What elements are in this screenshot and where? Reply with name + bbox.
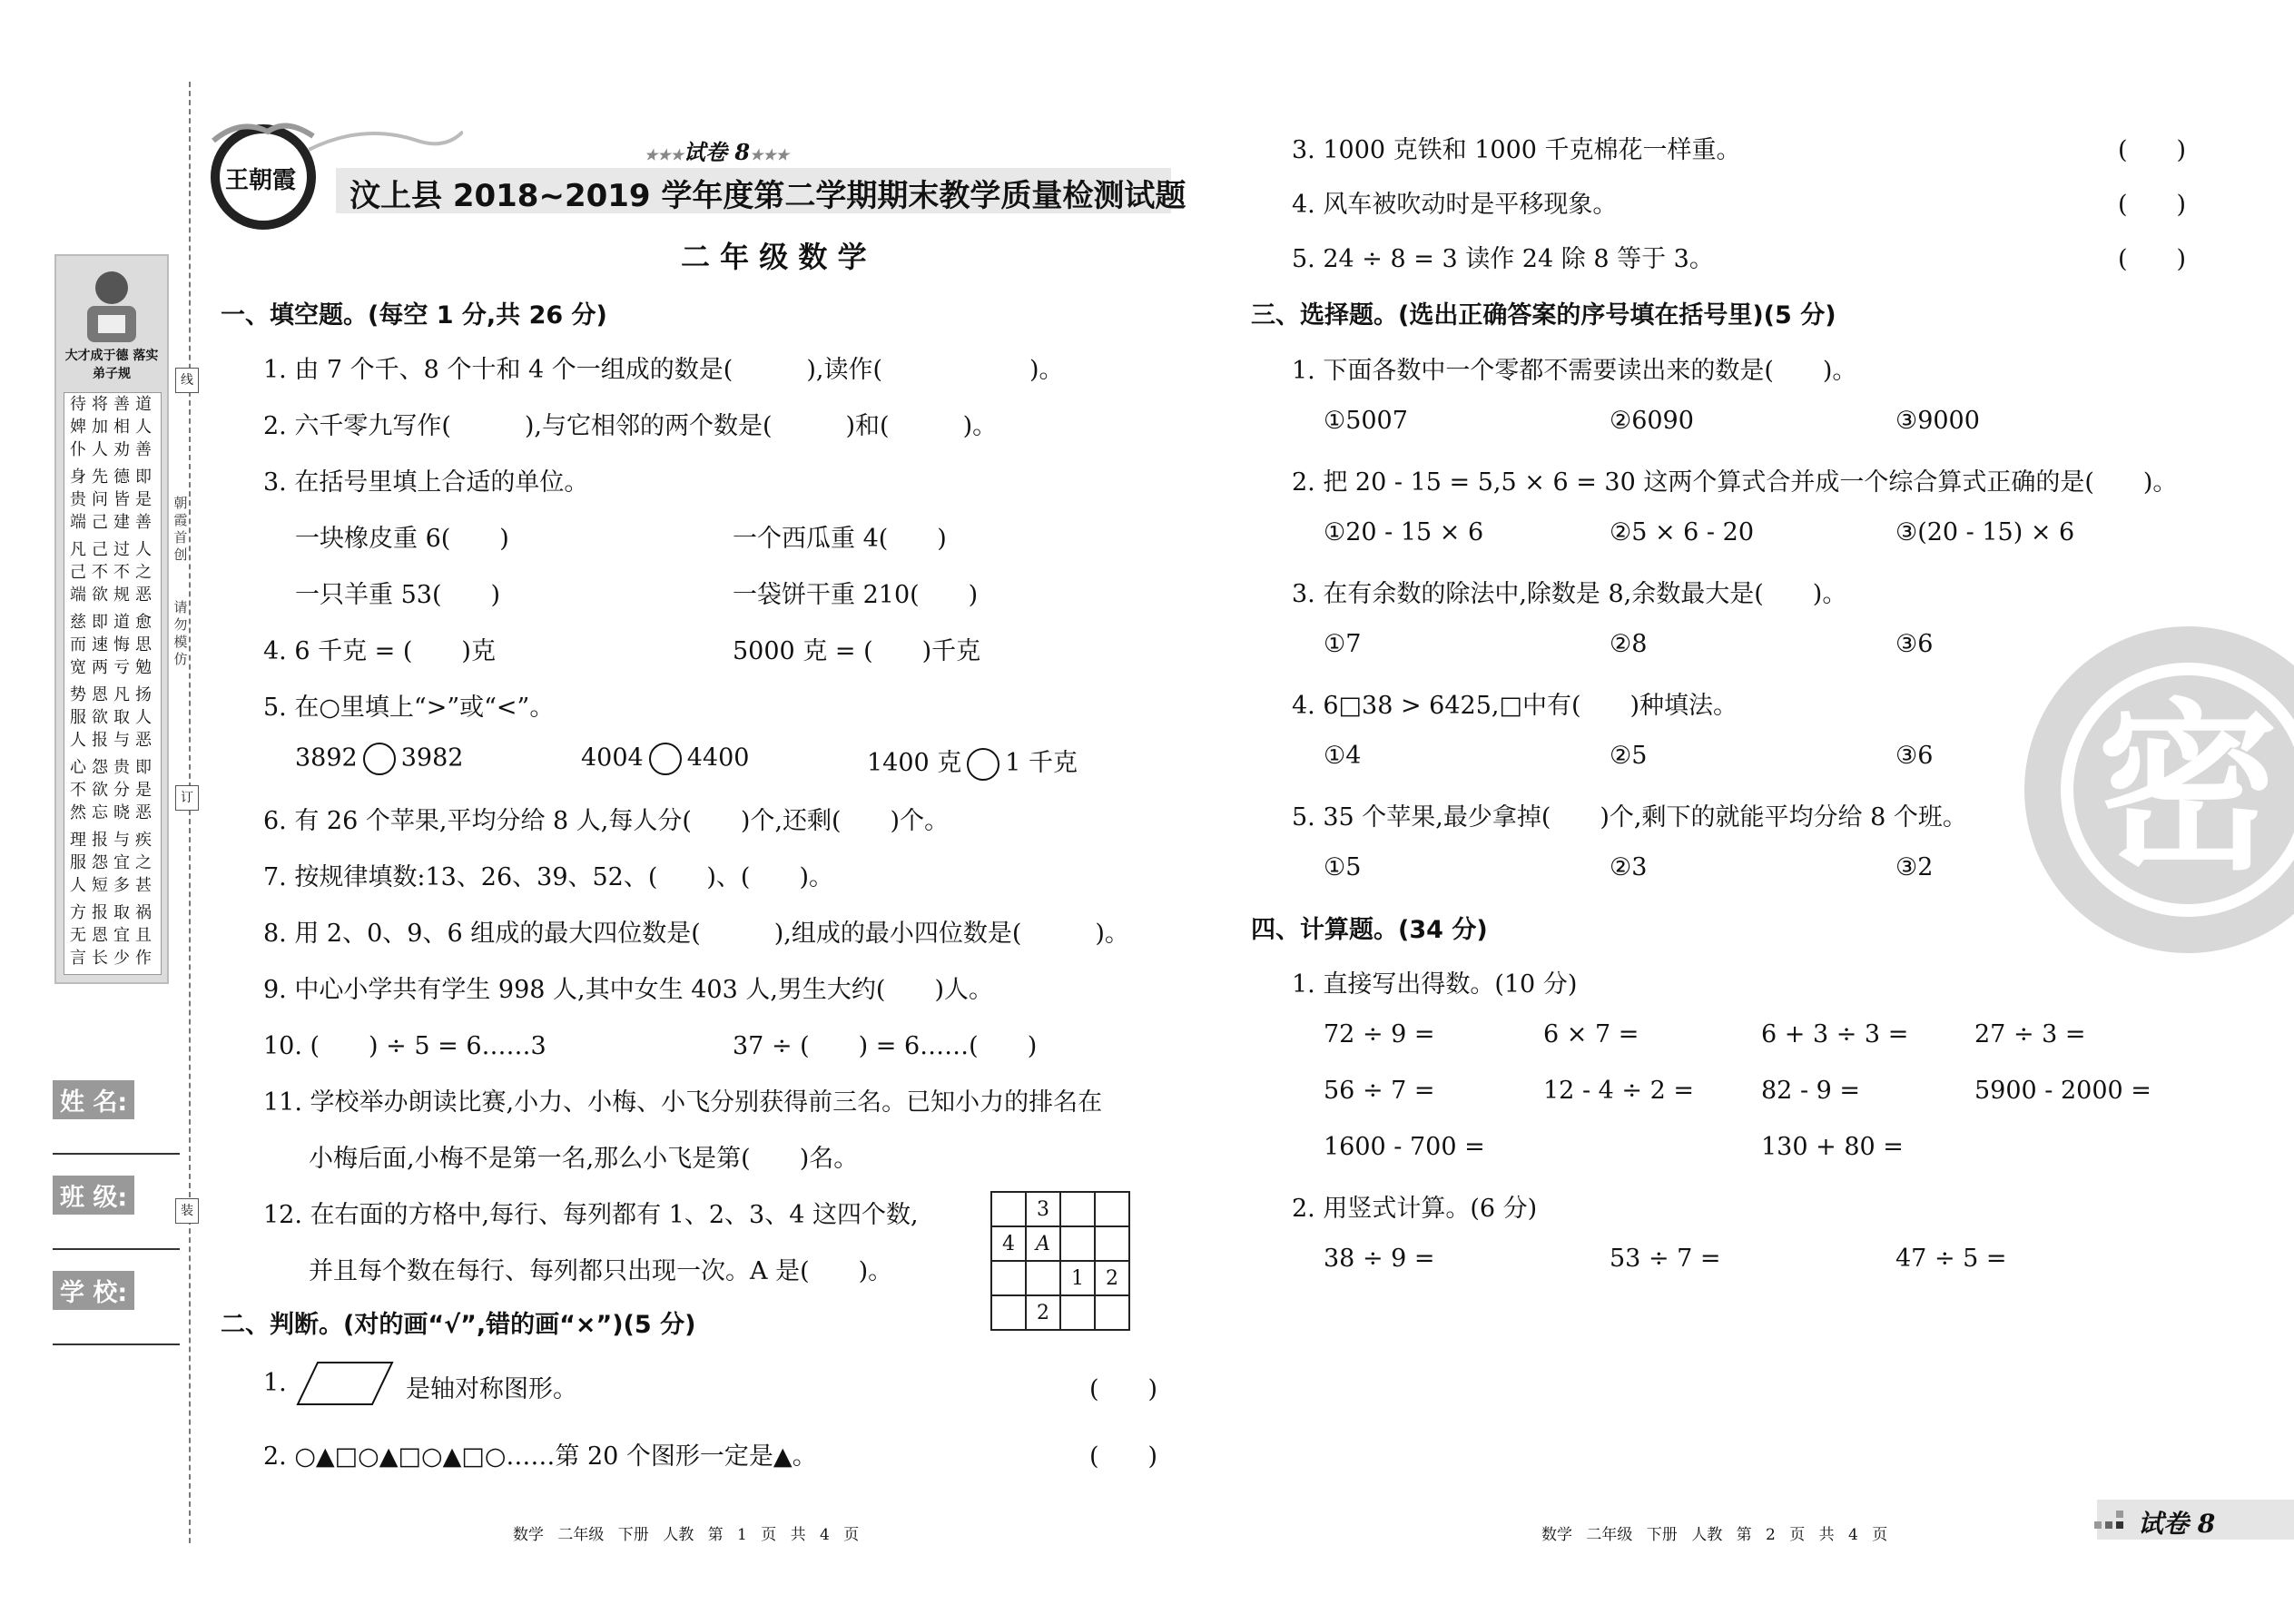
maxim: 祸且作 xyxy=(135,903,152,968)
question: 是轴对称图形。 xyxy=(406,1375,577,1403)
option[interactable]: ②5 × 6 - 20 xyxy=(1610,518,1754,546)
maxim: 理服人 xyxy=(70,831,86,895)
maxim: 将加人 xyxy=(92,395,108,459)
compare-circle[interactable] xyxy=(363,743,396,775)
name-label: 姓 名: xyxy=(53,1080,134,1119)
maxim: 贵分晓 xyxy=(113,758,130,822)
question: 1. 由 7 个千、8 个十和 4 个一组成的数是( ),读作( )。 xyxy=(263,356,1064,384)
name-line[interactable] xyxy=(53,1153,180,1155)
question: 一块橡皮重 6( ) xyxy=(295,525,509,553)
question: 6. 有 26 个苹果,平均分给 8 人,每人分( )个,还剩( )个。 xyxy=(263,807,950,835)
maxim: 待婢仆 xyxy=(70,395,86,459)
class-line[interactable] xyxy=(53,1248,180,1250)
question: 5. 在○里填上“>”或“<”。 xyxy=(263,694,555,722)
grid-cell: 1 xyxy=(1060,1261,1095,1295)
option[interactable]: ③(20 - 15) × 6 xyxy=(1895,518,2075,546)
option[interactable]: ②8 xyxy=(1610,630,1648,658)
question: 一只羊重 53( ) xyxy=(295,581,501,609)
option[interactable]: ③2 xyxy=(1895,853,1934,881)
maxim: 德皆建 xyxy=(113,468,130,532)
maxim: 身贵端 xyxy=(70,468,86,532)
class-label: 班 级: xyxy=(53,1176,134,1215)
question: 10. ( ) ÷ 5 = 6……3 xyxy=(263,1032,546,1060)
grid-cell xyxy=(991,1295,1026,1330)
question: 9. 中心小学共有学生 998 人,其中女生 403 人,男生大约( )人。 xyxy=(263,976,993,1004)
calc-item: 38 ÷ 9 = xyxy=(1324,1245,1435,1273)
maxim: 先问己 xyxy=(92,468,108,532)
option[interactable]: ③6 xyxy=(1895,630,1934,658)
maxim: 道悔亏 xyxy=(113,613,130,677)
grid-cell: 3 xyxy=(1026,1192,1060,1226)
answer-blank[interactable]: ( ) xyxy=(2118,245,2187,273)
number-grid xyxy=(990,1191,1130,1331)
maxims-panel xyxy=(54,254,169,984)
exam-label: ★★★试卷 8★★★ xyxy=(645,139,790,165)
parallelogram-figure xyxy=(295,1360,395,1407)
maxim: 取宜少 xyxy=(113,903,130,968)
option[interactable]: ①4 xyxy=(1324,742,1362,770)
star-icon: ★★★ xyxy=(750,146,790,163)
maxim: 心不然 xyxy=(70,758,86,822)
logo-text: 王朝霞 xyxy=(225,167,297,194)
binding-note: 朝霞首创 xyxy=(173,495,188,563)
question: 4. 风车被吹动时是平移现象。 xyxy=(1292,191,1618,219)
compare-item: 3892 3982 xyxy=(295,743,463,775)
maxim: 人之恶 xyxy=(135,540,152,605)
answer-blank[interactable]: ( ) xyxy=(1089,1375,1158,1403)
school-label: 学 校: xyxy=(53,1271,134,1310)
grid-cell xyxy=(1095,1295,1129,1330)
maxim: 己不欲 xyxy=(92,540,108,605)
option[interactable]: ②5 xyxy=(1610,742,1648,770)
compare-item: 4004 4400 xyxy=(581,743,749,775)
question: 3. 在括号里填上合适的单位。 xyxy=(263,468,589,497)
question: 8. 用 2、0、9、6 组成的最大四位数是( ),组成的最小四位数是( )。 xyxy=(263,920,1129,948)
motto: 大才成于德 落实弟子规 xyxy=(64,349,159,381)
section2-heading: 二、判断。(对的画“√”,错的画“×”)(5 分) xyxy=(221,1311,696,1339)
stamp-char: 密 xyxy=(2096,684,2279,895)
calc-item: 5900 - 2000 = xyxy=(1974,1077,2151,1105)
maxim: 势服人 xyxy=(70,685,86,750)
grid-cell xyxy=(1060,1226,1095,1261)
maxim-columns xyxy=(64,392,162,975)
question: 5. 24 ÷ 8 = 3 读作 24 除 8 等于 3。 xyxy=(1292,245,1714,273)
binding-dashed-line xyxy=(189,82,191,1543)
question: 一个西瓜重 4( ) xyxy=(733,525,947,553)
maxim: 即是恶 xyxy=(135,758,152,822)
corner-label: 试卷 8 xyxy=(2138,1509,2216,1539)
grid-cell xyxy=(1095,1192,1129,1226)
calc-item: 72 ÷ 9 = xyxy=(1324,1020,1435,1048)
corner-squares-icon xyxy=(2092,1509,2129,1530)
question: 3. 1000 克铁和 1000 千克棉花一样重。 xyxy=(1292,136,1741,164)
star-icon: ★★★ xyxy=(645,146,684,163)
question: 小梅后面,小梅不是第一名,那么小飞是第( )名。 xyxy=(309,1145,859,1173)
maxim: 方无言 xyxy=(70,903,86,968)
answer-blank[interactable]: ( ) xyxy=(2118,191,2187,219)
maxim: 报怨短 xyxy=(92,831,108,895)
option[interactable]: ②3 xyxy=(1610,853,1648,881)
maxim: 慈而宽 xyxy=(70,613,86,677)
maxim: 过不规 xyxy=(113,540,130,605)
calc-item: 27 ÷ 3 = xyxy=(1974,1020,2086,1048)
page-footer-right: 数学 二年级 下册 人教 第 2 页 共 4 页 xyxy=(1541,1526,1888,1544)
grid-cell: 4 xyxy=(991,1226,1026,1261)
grid-cell xyxy=(1060,1192,1095,1226)
maxim: 凡己端 xyxy=(70,540,86,605)
compare-item: 1400 克 1 千克 xyxy=(867,743,1078,781)
school-line[interactable] xyxy=(53,1343,180,1345)
ribbon-decoration xyxy=(309,113,463,168)
grid-cell xyxy=(1060,1295,1095,1330)
calc-item: 47 ÷ 5 = xyxy=(1895,1245,2007,1273)
option[interactable]: ①5 xyxy=(1324,853,1362,881)
calc-item: 6 × 7 = xyxy=(1543,1020,1639,1048)
grid-cell xyxy=(991,1261,1026,1295)
question: 并且每个数在每行、每列都只出现一次。A 是( )。 xyxy=(309,1257,893,1285)
grid-cell: 2 xyxy=(1026,1295,1060,1330)
question: 7. 按规律填数:13、26、39、52、( )、( )。 xyxy=(263,863,833,891)
maxim: 愈思勉 xyxy=(135,613,152,677)
option[interactable]: ②6090 xyxy=(1610,407,1694,435)
calc-item: 56 ÷ 7 = xyxy=(1324,1077,1435,1105)
section1-heading: 一、填空题。(每空 1 分,共 26 分) xyxy=(221,301,607,330)
grid-cell: 2 xyxy=(1095,1261,1129,1295)
question: 37 ÷ ( ) = 6……( ) xyxy=(733,1032,1038,1060)
question: 1. 下面各数中一个零都不需要读出来的数是( )。 xyxy=(1292,357,1857,385)
maxim: 怨欲忘 xyxy=(92,758,108,822)
maxim: 疾之甚 xyxy=(135,831,152,895)
maxim: 与宜多 xyxy=(113,831,130,895)
calc-item: 82 - 9 = xyxy=(1761,1077,1861,1105)
grid-cell xyxy=(1095,1226,1129,1261)
maxim: 恩欲报 xyxy=(92,685,108,750)
question: 12. 在右面的方格中,每行、每列都有 1、2、3、4 这四个数, xyxy=(263,1201,919,1229)
maxim: 即速两 xyxy=(92,613,108,677)
calc-item: 6 + 3 ÷ 3 = xyxy=(1761,1020,1909,1048)
calc-item: 130 + 80 = xyxy=(1761,1133,1904,1161)
option[interactable]: ①5007 xyxy=(1324,407,1408,435)
question: 5000 克 = ( )千克 xyxy=(733,637,981,665)
answer-blank[interactable]: ( ) xyxy=(1089,1442,1158,1471)
maxim: 扬人恶 xyxy=(135,685,152,750)
question: 4. 6□38 > 6425,□中有( )种填法。 xyxy=(1292,692,1738,720)
subject-title: 二 年 级 数 学 xyxy=(681,240,867,274)
binding-mark: 装 xyxy=(175,1198,199,1224)
section3-heading: 三、选择题。(选出正确答案的序号填在括号里)(5 分) xyxy=(1251,301,1836,330)
question: 2. 六千零九写作( ),与它相邻的两个数是( )和( )。 xyxy=(263,412,998,440)
grid-cell xyxy=(1026,1261,1060,1295)
binding-mark: 订 xyxy=(175,785,199,811)
confidential-stamp xyxy=(2024,626,2294,953)
calc-item: 1600 - 700 = xyxy=(1324,1133,1485,1161)
option[interactable]: ③6 xyxy=(1895,742,1934,770)
answer-blank[interactable]: ( ) xyxy=(2118,136,2187,164)
maxim: 即是善 xyxy=(135,468,152,532)
calc-item: 12 - 4 ÷ 2 = xyxy=(1543,1077,1694,1105)
question: 5. 35 个苹果,最少拿掉( )个,剩下的就能平均分给 8 个班。 xyxy=(1292,803,1967,832)
binding-mark: 线 xyxy=(175,368,199,393)
scholar-illustration xyxy=(80,265,143,347)
question: 2. 把 20 - 15 = 5,5 × 6 = 30 这两个算式合并成一个综合算式正确的是( )。 xyxy=(1292,468,2178,497)
question: 2. ○▲□○▲□○▲□○……第 20 个图形一定是▲。 xyxy=(263,1442,817,1471)
option[interactable]: ①20 - 15 × 6 xyxy=(1324,518,1484,546)
grid-cell xyxy=(991,1192,1026,1226)
question: 4. 6 千克 = ( )克 xyxy=(263,637,496,665)
maxim: 道人善 xyxy=(135,395,152,459)
page-footer-left: 数学 二年级 下册 人教 第 1 页 共 4 页 xyxy=(513,1526,860,1544)
maxim: 善相劝 xyxy=(113,395,130,459)
binding-note: 请勿模仿 xyxy=(173,599,188,667)
grid-cell: A xyxy=(1026,1226,1060,1261)
compare-circle[interactable] xyxy=(967,748,999,781)
page-title: 汶上县 2018~2019 学年度第二学期期末教学质量检测试题 xyxy=(350,178,1186,214)
option[interactable]: ①7 xyxy=(1324,630,1362,658)
option[interactable]: ③9000 xyxy=(1895,407,1980,435)
question-number: 1. xyxy=(263,1369,287,1397)
subsection-heading: 2. 用竖式计算。(6 分) xyxy=(1292,1195,1538,1223)
maxim: 报恩长 xyxy=(92,903,108,968)
compare-circle[interactable] xyxy=(649,743,682,775)
section4-heading: 四、计算题。(34 分) xyxy=(1251,916,1488,944)
question: 一袋饼干重 210( ) xyxy=(733,581,979,609)
subsection-heading: 1. 直接写出得数。(10 分) xyxy=(1292,970,1578,999)
question: 11. 学校举办朗读比赛,小力、小梅、小飞分别获得前三名。已知小力的排名在 xyxy=(263,1088,1103,1117)
question: 3. 在有余数的除法中,除数是 8,余数最大是( )。 xyxy=(1292,580,1847,608)
calc-item: 53 ÷ 7 = xyxy=(1610,1245,1721,1273)
maxim: 凡取与 xyxy=(113,685,130,750)
